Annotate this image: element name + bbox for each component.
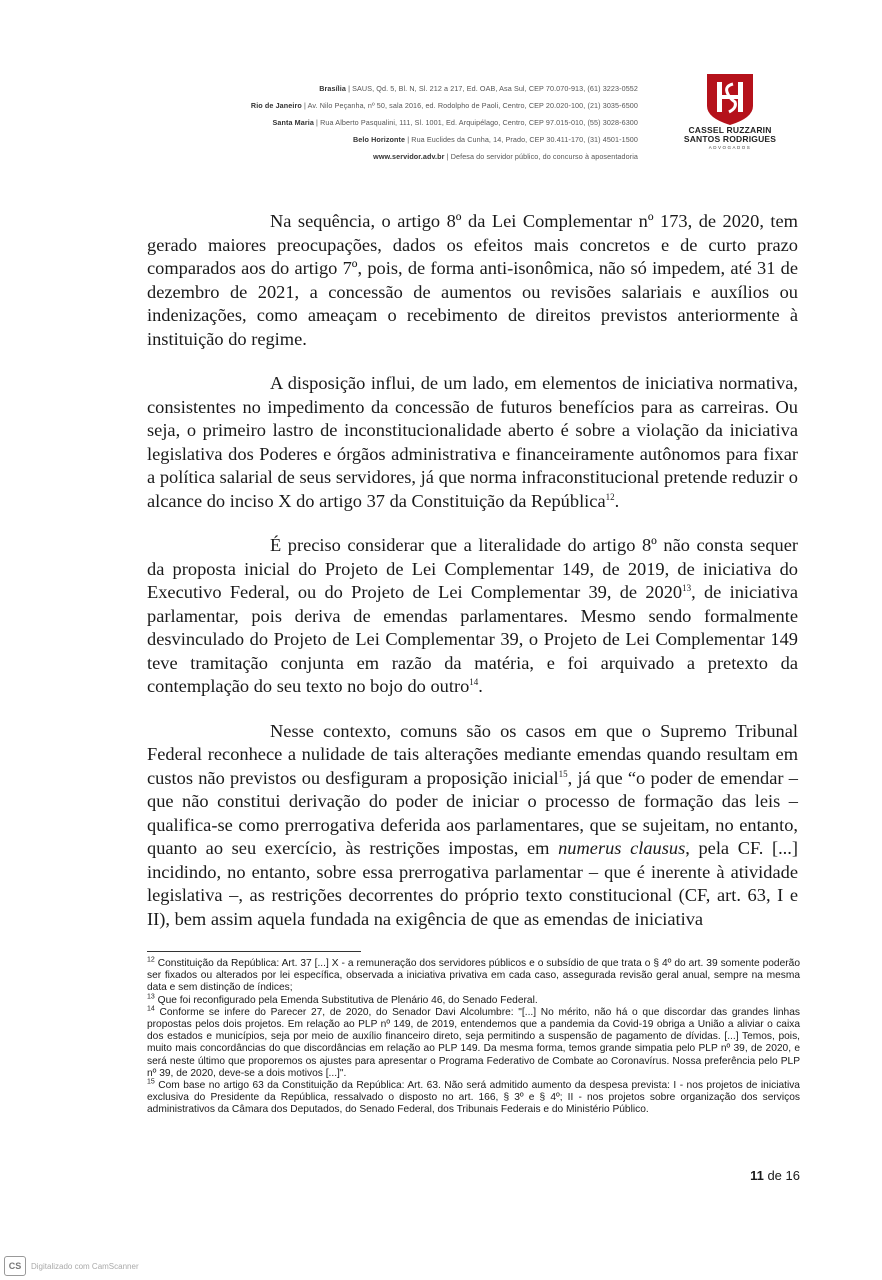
header-addresses <box>118 80 638 165</box>
footnote-ref[interactable]: 15 <box>558 768 568 779</box>
shield-logo-icon <box>703 72 757 126</box>
footnote: $^{13}$ Que foi reconfigurado pela Emenda Substitutiva de Plenário 46, do Senado Federal. <box>147 993 538 1006</box>
address-line: Santa Maria | Rua Alberto Pasqualini, 111, Sl. 1001, Ed. Arquipélago, Centro, CEP 97.015-010, (55) 3028-6300 <box>272 118 638 127</box>
footnote: $^{14}$ Conforme se infere do Parecer 27, de 2020, do Senador Davi Alcolumbre: "[...] No mérito, não há o que discordar das grandes linhas propostas pelos dois projetos. Em relação ao PLP nº 149, de 2019, entendemos que a pandemia da Covid-19 obriga a União a aliviar o caixa dos estados e municípios, seja por meio de auxílio financeiro direto, seja permitindo a suspensão de pagamento de dívidas. [...] Temos, pois, muito mais concordâncias do que discordâncias em relação ao PLP 149. Da mesma forma, temos grande simpatia pelo PLP nº 39, de 2020, e será neste último que proporemos os ajustes para apresentar o Programa Federativo de Combate ao Coronavírus. Nossa preferência pelo PLP nº 39, de 2020, deve-se a dois motivos [...]". <box>147 1005 800 1079</box>
logo-name-line2: SANTOS RODRIGUES <box>683 134 777 144</box>
body-text <box>147 210 798 931</box>
footnote-divider <box>147 951 361 952</box>
footnote-ref[interactable]: 14 <box>469 676 479 687</box>
paragraph: A disposição influi, de um lado, em elementos de iniciativa normativa, consistentes no impedimento da concessão de futuros benefícios para as carreiras. Ou seja, o primeiro lastro de inconstitucionalidade aberto é sobre a violação da iniciativa legislativa dos Poderes e órgãos administrativa e financeiramente autônomos para fixar a política salarial de seus servidores, já que norma infraconstitucional pretende reduzir o alcance do inciso X do artigo 37 da Constituição da República$^{12}$. <box>147 373 798 511</box>
address-line: Brasília | SAUS, Qd. 5, Bl. N, Sl. 212 a 217, Ed. OAB, Asa Sul, CEP 70.070-913, (61) 3223-0552 <box>319 84 638 93</box>
scanner-text: Digitalizado com CamScanner <box>31 1261 139 1271</box>
logo-name-line3: ADVOGADOS <box>708 145 752 150</box>
paragraph: Nesse contexto, comuns são os casos em que o Supremo Tribunal Federal reconhece a nulidade de tais alterações mediante emendas quando resultam em custos não previstos ou desfiguram a proposição inicial$^{15}$, já que “o poder de emendar – que não constitui derivação do poder de iniciar o processo de formação das leis – qualifica-se como prerrogativa deferida aos parlamentares, que se sujeitam, no entanto, quanto ao seu exercício, às restrições impostas, em numerus clausus, pela CF. [...] incidindo, no entanto, sobre essa prerrogativa parlamentar – que é inerente à atividade legislativa –, as restrições decorrentes do próprio texto constitucional (CF, art. 63, I e II), bem assim aquela fundada na exigência de que as emendas de iniciativa <box>147 720 798 929</box>
address-line: Rio de Janeiro | Av. Nilo Peçanha, nº 50, sala 2016, ed. Rodolpho de Paoli, Centro, CEP 20.020-100, (21) 3035-6500 <box>250 101 638 110</box>
website-line: www.servidor.adv.br | Defesa do servidor público, do concurso à aposentadoria <box>373 152 638 161</box>
scanner-watermark <box>4 1256 139 1276</box>
address-line: Belo Horizonte | Rua Euclides da Cunha, 14, Prado, CEP 30.411-170, (31) 4501-1500 <box>353 135 638 144</box>
footnote-ref[interactable]: 12 <box>605 491 615 502</box>
paragraph: Na sequência, o artigo 8º da Lei Complementar nº 173, de 2020, tem gerado maiores preocupações, dados os efeitos mais concretos e de curto prazo comparados aos do artigo 7º, pois, de forma anti-isonômica, não só impedem, até 31 de dezembro de 2021, a concessão de aumentos ou revisões salariais e auxílios ou indenizações, como ameaçam o recebimento de direitos previstos anteriormente à instituição do regime. <box>147 211 798 349</box>
footnote-ref[interactable]: 13 <box>682 582 692 593</box>
footnote: $^{15}$ Com base no artigo 63 da Constituição da República: Art. 63. Não será admitido aumento da despesa prevista: I - nos projetos de iniciativa exclusiva do Presidente da República, ressalvado o disposto no art. 166, § 3º e § 4º; II - nos projetos sobre organização dos serviços administrativos da Câmara dos Deputados, do Senado Federal, dos Tribunais Federais e do Ministério Público. <box>147 1078 800 1116</box>
footnotes <box>147 958 800 1117</box>
paragraph: É preciso considerar que a literalidade do artigo 8º não consta sequer da proposta inicial do Projeto de Lei Complementar 149, de 2019, de iniciativa do Executivo Federal, ou do Projeto de Lei Complementar 39, de 2020$^{13}$, de iniciativa parlamentar, pois deriva de emendas parlamentares. Mesmo sendo formalmente desvinculado do Projeto de Lei Complementar 39, o Projeto de Lei Complementar 149 teve tramitação conjunta em razão da matéria, e foi arquivado a pretexto da contemplação do seu texto no bojo do outro$^{14}$. <box>147 535 799 696</box>
footnote: $^{12}$ Constituição da República: Art. 37 [...] X - a remuneração dos servidores públicos e o subsídio de que trata o § 4º do art. 39 somente poderão ser fixados ou alterados por lei específica, observada a iniciativa privativa em cada caso, assegurada revisão geral anual, sempre na mesma data e sem distinção de índices; <box>147 956 800 994</box>
camscanner-icon: CS <box>4 1256 26 1276</box>
firm-logo <box>676 72 784 150</box>
page-number: 11 de 16 <box>750 1168 800 1183</box>
logo-name-line1: CASSEL RUZZARIN <box>688 125 772 135</box>
